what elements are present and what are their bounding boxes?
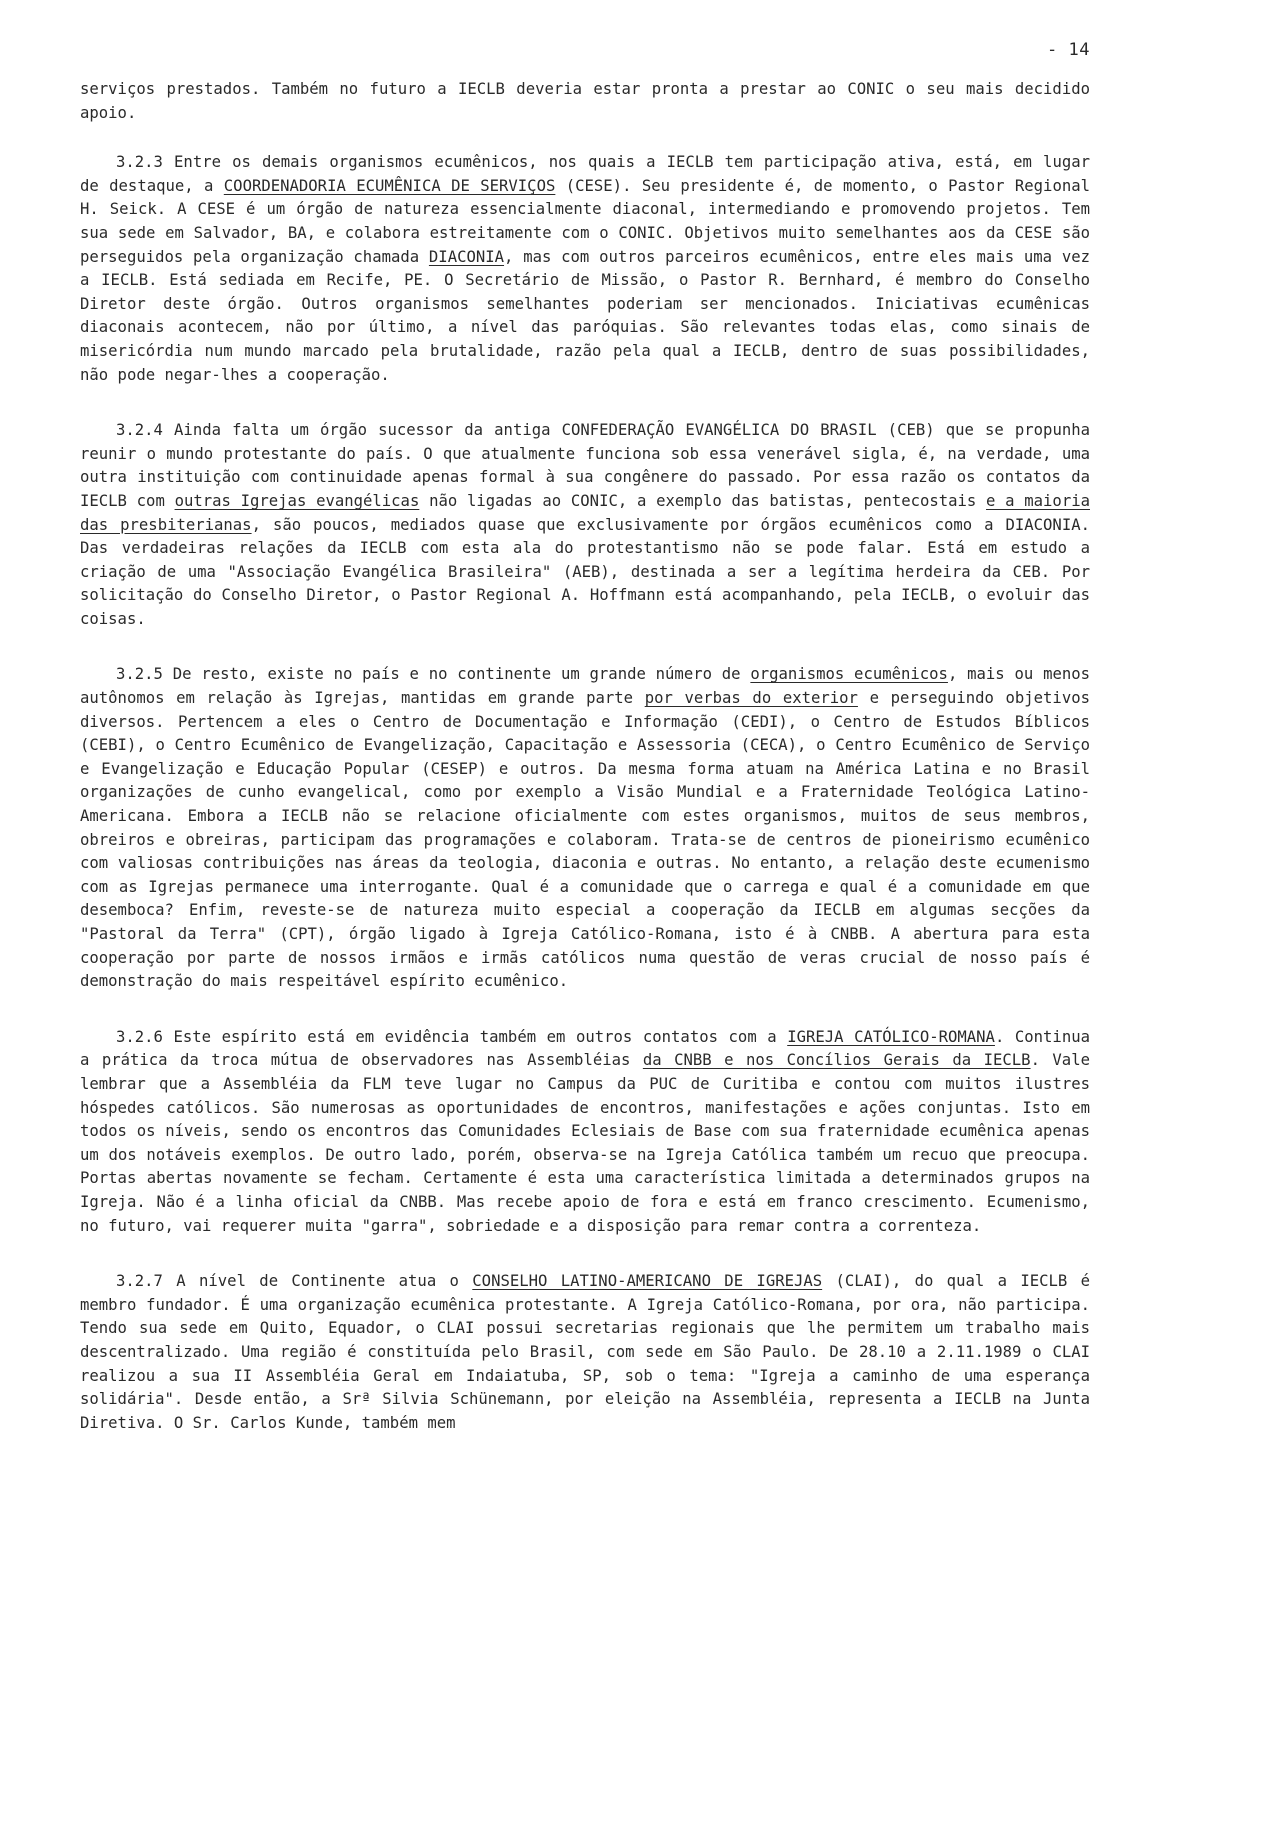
paragraph-text: , são poucos, mediados quase que exclusivamente por órgãos ecumênicos como a DIACONIA. Das verdadeiras relações da IECLB com esta ala do protestantismo não se pode falar. Está em estudo a criação de uma "Associação Evangélica Brasileira" (AEB), destinada a ser a legítima herdeira da CEB. Por solicitação do Conselho Diretor, o Pastor Regional A. Hoffmann está acompanhando, pela IECLB, o evoluir das coisas. (80, 515, 1090, 628)
underlined-term: IGREJA CATÓLICO-ROMANA (787, 1027, 995, 1046)
underlined-term: CONSELHO LATINO-AMERICANO DE IGREJAS (472, 1272, 823, 1291)
paragraph-p0 (80, 78, 1090, 125)
paragraph-text: 3.2.3 Entre os demais organismos ecumênicos, nos quais a IECLB tem participação ativa, está, em lugar de destaque, a (80, 153, 1090, 195)
paragraph-p1 (80, 151, 1090, 387)
paragraph-p3 (80, 663, 1090, 993)
paragraph-p5 (80, 1270, 1090, 1435)
paragraph-text: , mas com outros parceiros ecumênicos, entre eles mais uma vez a IECLB. Está sediada em Recife, PE. O Secretário de Missão, o Pastor R. Bernhard, é membro do Conselho Diretor deste órgão. Outros organismos semelhantes poderiam ser mencionados. Iniciativas ecumênicas diaconais acontecem, não por último, a nível das paróquias. São relevantes todas elas, como sinais de misericórdia num mundo marcado pela brutalidade, razão pela qual a IECLB, dentro de suas possibilidades, não pode negar-lhes a cooperação. (80, 247, 1090, 384)
underlined-term: organismos ecumênicos (750, 665, 948, 684)
paragraph-text: não ligadas ao CONIC, a exemplo das batistas, pentecostais (419, 491, 987, 510)
paragraph-text: , mais ou menos autônomos em relação às Igrejas, mantidas em grande parte (80, 665, 1091, 708)
paragraph-text: 3.2.4 Ainda falta um órgão sucessor da antiga CONFEDERAÇÃO EVANGÉLICA DO BRASIL (CEB) que se propunha reunir o mundo protestante do país. O que atualmente funciona sob essa venerável sigla, é, na verdade, uma outra instituição com continuidade apenas formal à sua congênere do passado. Por essa razão os contatos da IECLB com (80, 421, 1090, 510)
paragraph-text: (CLAI), do qual a IECLB é membro fundador. É uma organização ecumênica protestante. A Igreja Católico-Romana, por ora, não participa. Tendo sua sede em Quito, Equador, o CLAI possui secretarias regionais que lhe permitem um trabalho mais descentralizado. Uma região é constituída pelo Brasil, com sede em São Paulo. De 28.10 a 2.11.1989 o CLAI realizou a sua II Assembléia Geral em Indaiatuba, SP, sob o tema: "Igreja a caminho de uma esperança solidária". Desde então, a Srª Silvia Schünemann, por eleição na Assembléia, representa a IECLB na Junta Diretiva. O Sr. Carlos Kunde, também mem (80, 1272, 1090, 1432)
paragraph-p2 (80, 419, 1090, 631)
underlined-term: por verbas do exterior (644, 689, 858, 708)
paragraph-p4 (80, 1026, 1090, 1238)
paragraph-text: serviços prestados. Também no futuro a IECLB deveria estar pronta a prestar ao CONIC o seu mais decidido apoio. (80, 80, 1090, 122)
paragraph-text: e perseguindo objetivos diversos. Pertencem a eles o Centro de Documentação e Informação (CEDI), o Centro de Estudos Bíblicos (CEBI), o Centro Ecumênico de Evangelização, Capacitação e Assessoria (CECA), o Centro Ecumênico de Serviço e Evangelização e Educação Popular (CESEP) e outros. Da mesma forma atuam na América Latina e no Brasil organizações de cunho evangelical, como por exemplo a Visão Mundial e a Fraternidade Teológica Latino-Americana. Embora a IECLB não se relacione oficialmente com estes organismos, muitos de seus membros, obreiros e obreiras, participam das programações e colaboram. Trata-se de centros de pioneirismo ecumênico com valiosas contribuições nas áreas da teologia, diaconia e outras. No entanto, a relação deste ecumenismo com as Igrejas permanece uma interrogante. Qual é a comunidade que o carrega e qual é a comunidade em que desemboca? Enfim, reveste-se de natureza muito especial a cooperação da IECLB em algumas secções da "Pastoral da Terra" (CPT), órgão ligado à Igreja Católico-Romana, isto é à CNBB. A abertura para esta cooperação por parte de nossos irmãos e irmãs católicos numa questão de veras crucial de nosso país é demonstração do mais respeitável espírito ecumênico. (80, 689, 1090, 991)
paragraph-text: . Continua a prática da troca mútua de observadores nas Assembléias (80, 1027, 1090, 1070)
document-body (80, 78, 1090, 1467)
paragraph-text: 3.2.5 De resto, existe no país e no continente um grande número de (116, 665, 751, 684)
underlined-term: COORDENADORIA ECUMÊNICA DE SERVIÇOS (223, 176, 556, 195)
page-number: - 14 (1047, 40, 1090, 60)
underlined-term: da CNBB e nos Concílios Gerais da IECLB (642, 1051, 1031, 1070)
paragraph-text: 3.2.6 Este espírito está em evidência também em outros contatos com a (116, 1027, 788, 1046)
paragraph-text: (CESE). Seu presidente é, de momento, o Pastor Regional H. Seick. A CESE é um órgão de natureza essencialmente diaconal, intermediando e promovendo projetos. Tem sua sede em Salvador, BA, e colabora estreitamente com o CONIC. Objetivos muito semelhantes aos da CESE são perseguidos pela organização chamada (80, 176, 1090, 266)
underlined-term: outras Igrejas evangélicas (174, 491, 420, 510)
underlined-term: DIACONIA (428, 247, 505, 266)
underlined-term: e a maioria das presbiterianas (80, 491, 1090, 534)
paragraph-text: 3.2.7 A nível de Continente atua o (116, 1272, 473, 1291)
paragraph-text: . Vale lembrar que a Assembléia da FLM teve lugar no Campus da PUC de Curitiba e contou com muitos ilustres hóspedes católicos. São numerosas as oportunidades de encontros, manifestações e ações conjuntas. Isto em todos os níveis, sendo os encontros das Comunidades Eclesiais de Base com sua fraternidade ecumênica apenas um dos notáveis exemplos. De outro lado, porém, observa-se na Igreja Católica também um recuo que preocupa. Portas abertas novamente se fecham. Certamente é esta uma característica limitada a determinados grupos na Igreja. Não é a linha oficial da CNBB. Mas recebe apoio de fora e está em franco crescimento. Ecumenismo, no futuro, vai requerer muita "garra", sobriedade e a disposição para remar contra a correnteza. (80, 1051, 1090, 1235)
